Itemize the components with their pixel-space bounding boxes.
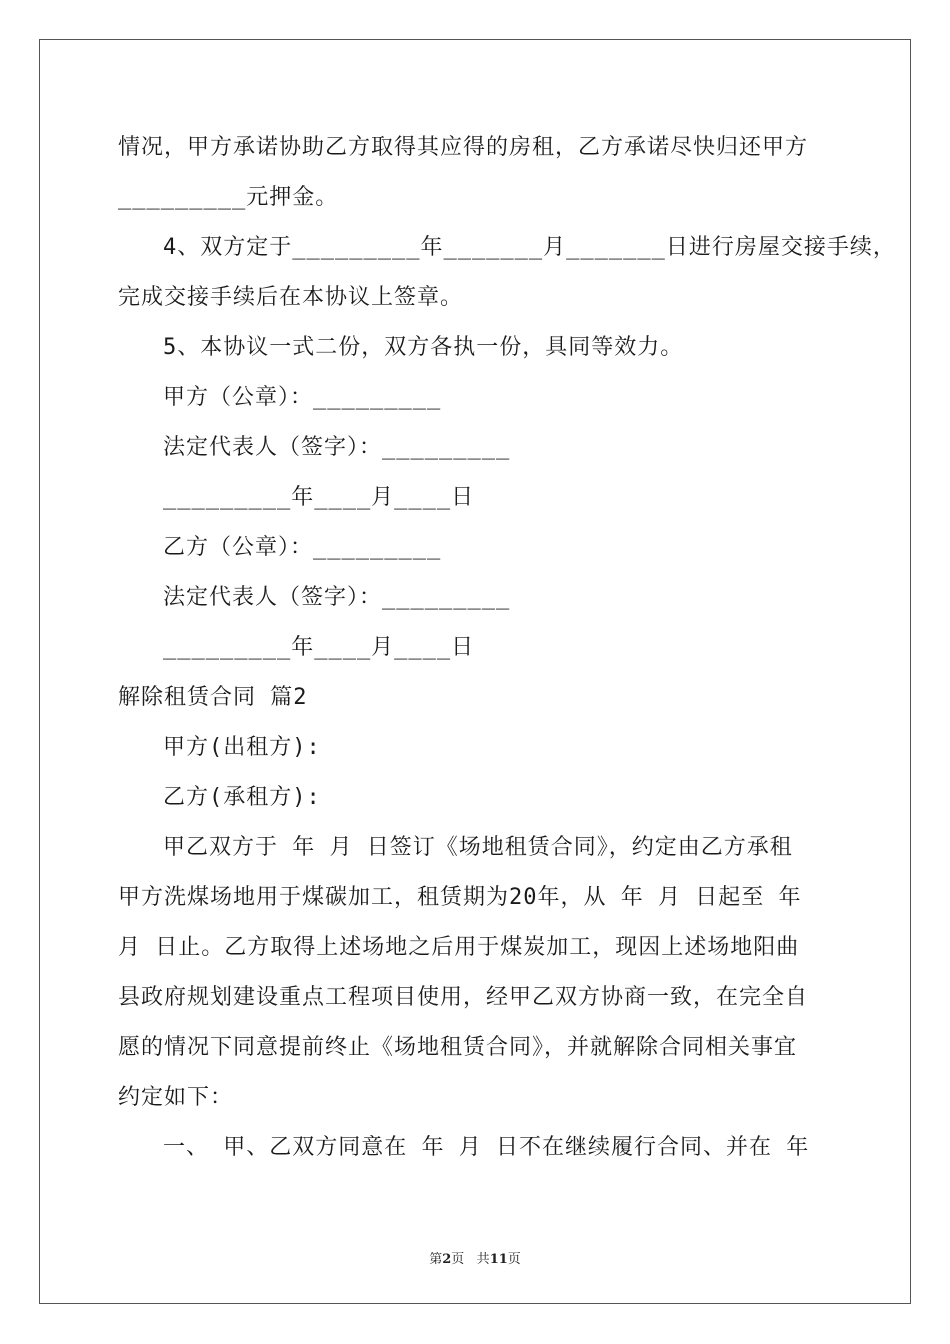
footer-page-unit: 页 (451, 1252, 465, 1267)
body-line: 愿的情况下同意提前终止《场地租赁合同》，并就解除合同相关事宜 (118, 1035, 798, 1060)
body-line: 5、本协议一式二份，双方各执一份，具同等效力。 (163, 335, 684, 360)
section-heading: 解除租赁合同 篇2 (118, 685, 308, 710)
body-line: 甲乙双方于 年 月 日签订《场地租赁合同》，约定由乙方承租 (163, 835, 793, 860)
body-line: 月 日止。乙方取得上述场地之后用于煤炭加工，现因上述场地阳曲 (118, 935, 800, 960)
body-line: 一、 甲、乙双方同意在 年 月 日不在继续履行合同、并在 年 (163, 1135, 810, 1160)
footer-total-prefix: 共 (476, 1252, 490, 1267)
footer-page-number: 2 (442, 1252, 452, 1267)
body-line: 完成交接手续后在本协议上签章。 (118, 285, 464, 310)
signature-line: 乙方（公章）：_________ (163, 535, 442, 560)
body-line: 4、双方定于_________年_______月_______日进行房屋交接手续， (163, 235, 896, 260)
date-line: _________年____月____日 (163, 485, 475, 510)
body-line: 情况，甲方承诺协助乙方取得其应得的房租，乙方承诺尽快归还甲方 (118, 135, 809, 160)
body-line: 甲方洗煤场地用于煤碳加工，租赁期为20年，从 年 月 日起至 年 (118, 885, 802, 910)
body-line: _________元押金。 (118, 185, 339, 210)
signature-line: 甲方（公章）：_________ (163, 385, 442, 410)
party-line: 乙方(承租方): (163, 785, 321, 810)
signature-line: 法定代表人（签字）：_________ (163, 435, 511, 460)
body-line: 约定如下： (118, 1085, 234, 1110)
party-line: 甲方(出租方): (163, 735, 321, 760)
signature-line: 法定代表人（签字）：_________ (163, 585, 511, 610)
footer-total-unit: 页 (507, 1252, 521, 1267)
footer-page-prefix: 第 (429, 1252, 443, 1267)
body-line: 县政府规划建设重点工程项目使用，经甲乙双方协商一致，在完全自 (118, 985, 809, 1010)
page-footer (0, 1248, 950, 1267)
page-border (39, 39, 911, 1304)
footer-total-number: 11 (489, 1252, 508, 1267)
date-line: _________年____月____日 (163, 635, 475, 660)
